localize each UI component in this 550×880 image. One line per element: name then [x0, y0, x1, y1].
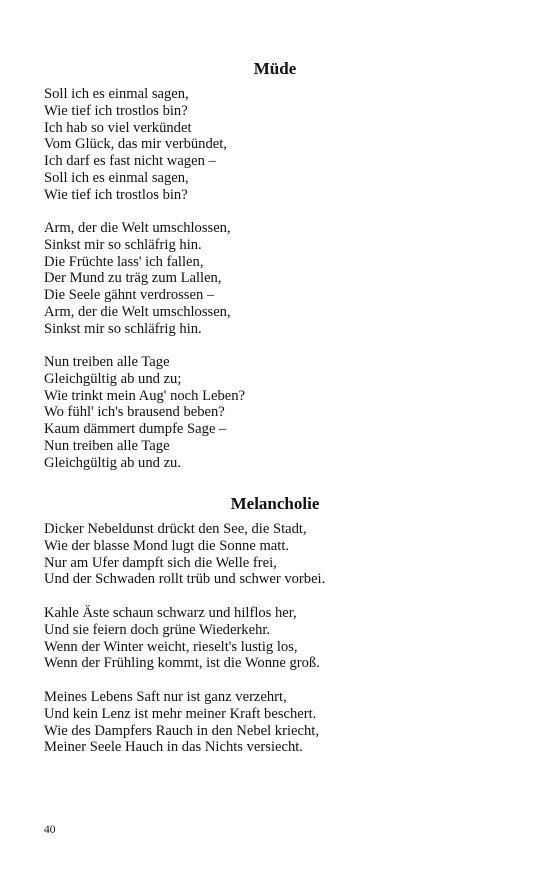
verse-line: Die Seele gähnt verdrossen –	[44, 287, 215, 304]
verse-line: Nun treiben alle Tage	[44, 354, 170, 370]
verse-line: Meines Lebens Saft nur ist ganz verzehrt,	[44, 689, 287, 705]
verse-line: Ich hab so viel verkündet	[44, 119, 192, 136]
verse-line: Und der Schwaden rollt trüb und schwer vorbei.	[44, 571, 326, 588]
verse-line: Wenn der Frühling kommt, ist die Wonne groß.	[44, 655, 320, 672]
poem-title-melancholie: Melancholie	[230, 494, 320, 513]
stanza	[44, 354, 245, 472]
verse-line: Wie der blasse Mond lugt die Sonne matt.	[44, 537, 290, 554]
verse-line: Sinkst mir so schläfrig hin.	[44, 320, 202, 337]
verse-line: Gleichgültig ab und zu;	[44, 370, 182, 387]
verse-line: Die Früchte lass' ich fallen,	[44, 253, 204, 270]
verse-line: Gleichgültig ab und zu.	[44, 454, 181, 471]
verse-line: Soll ich es einmal sagen,	[44, 86, 189, 102]
stanza	[44, 689, 319, 756]
verse-line: Wo fühl' ich's brausend beben?	[44, 404, 225, 421]
page-number: 40	[44, 824, 56, 836]
verse-line: Wie tief ich trostlos bin?	[44, 186, 188, 203]
verse-line: Dicker Nebeldunst drückt den See, die Stadt,	[44, 521, 307, 537]
stanza	[44, 220, 231, 338]
stanza	[44, 521, 325, 588]
verse-line: Wie des Dampfers Rauch in den Nebel kriecht,	[44, 722, 319, 739]
verse-line: Sinkst mir so schläfrig hin.	[44, 236, 202, 253]
poem-title-muede: Müde	[253, 59, 297, 78]
verse-line: Kahle Äste schaun schwarz und hilflos her,	[44, 605, 297, 621]
verse-line: Wie tief ich trostlos bin?	[44, 102, 188, 119]
verse-line: Soll ich es einmal sagen,	[44, 169, 189, 186]
verse-line: Vom Glück, das mir verbündet,	[44, 136, 227, 153]
verse-line: Der Mund zu träg zum Lallen,	[44, 270, 222, 287]
stanza	[44, 86, 227, 204]
verse-line: Und kein Lenz ist mehr meiner Kraft beschert.	[44, 705, 317, 722]
stanza	[44, 605, 320, 672]
verse-line: Und sie feiern doch grüne Wiederkehr.	[44, 621, 271, 638]
verse-line: Meiner Seele Hauch in das Nichts versiecht.	[44, 739, 303, 756]
verse-line: Wie trinkt mein Aug' noch Leben?	[44, 387, 246, 404]
verse-line: Arm, der die Welt umschlossen,	[44, 303, 231, 320]
verse-line: Kaum dämmert dumpfe Sage –	[44, 421, 227, 438]
verse-line: Ich darf es fast nicht wagen –	[44, 153, 216, 170]
verse-line: Nur am Ufer dampft sich die Welle frei,	[44, 554, 277, 571]
verse-line: Arm, der die Welt umschlossen,	[44, 220, 231, 236]
verse-line: Wenn der Winter weicht, rieselt's lustig los,	[44, 638, 298, 655]
verse-line: Nun treiben alle Tage	[44, 437, 170, 454]
